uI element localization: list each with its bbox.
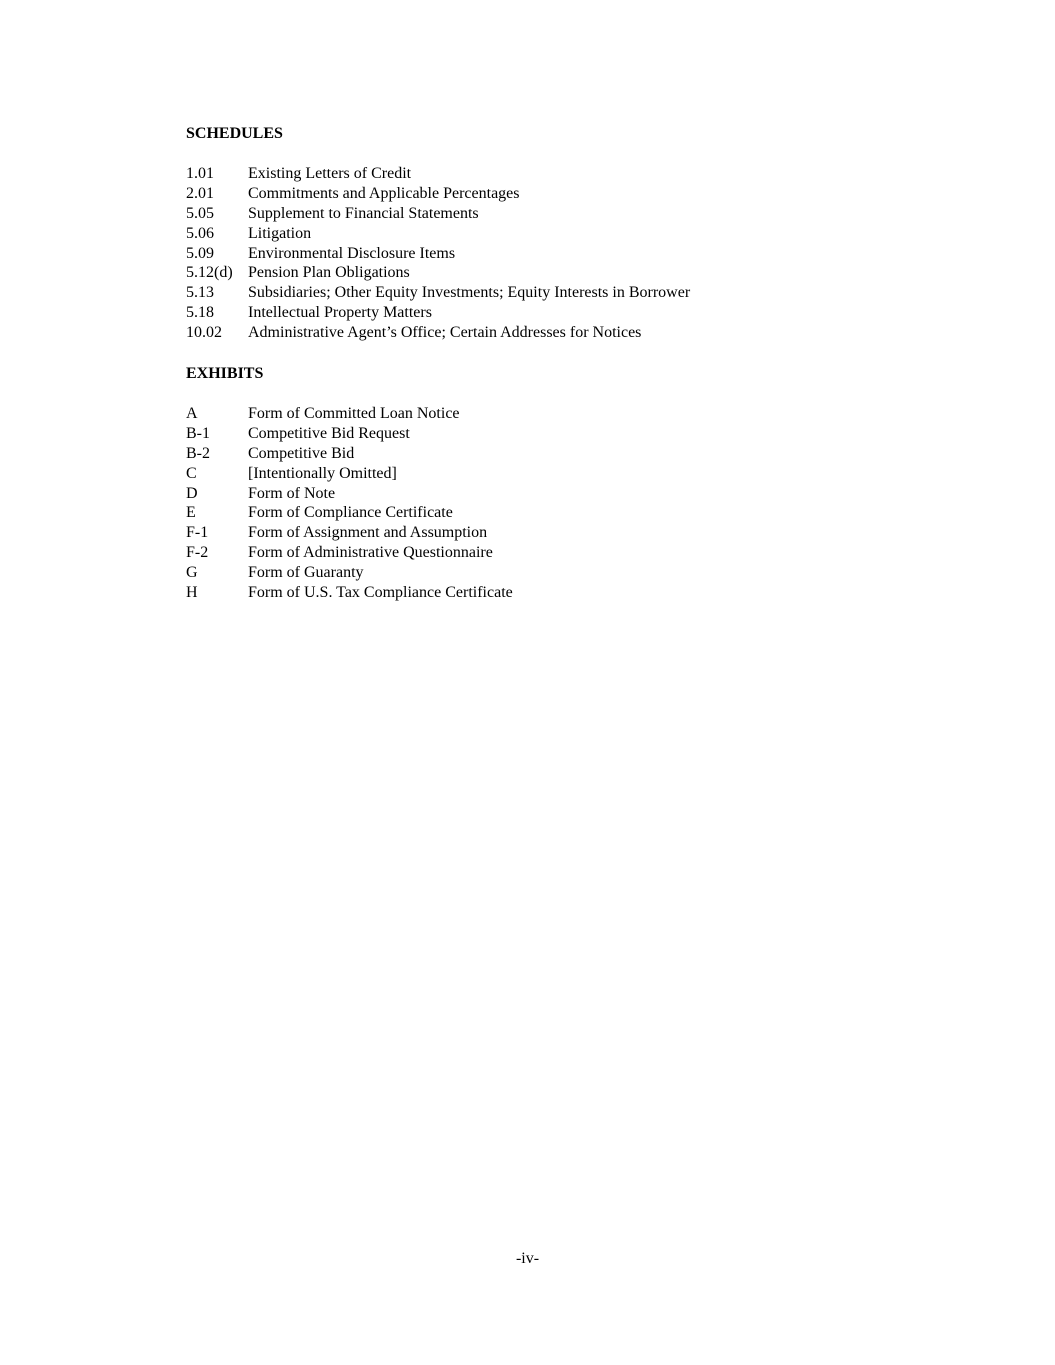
schedules-heading: SCHEDULES: [186, 125, 283, 142]
schedule-item: [186, 303, 690, 323]
exhibit-item: [186, 424, 513, 444]
exhibit-item: [186, 543, 513, 563]
schedule-title: Existing Letters of Credit: [248, 165, 412, 182]
page-number: -iv-: [515, 1250, 540, 1267]
exhibit-item: [186, 523, 513, 543]
schedule-item: [186, 323, 690, 343]
schedule-title: Environmental Disclosure Items: [248, 244, 456, 262]
exhibit-item: [186, 503, 513, 523]
exhibit-title: [Intentionally Omitted]: [248, 464, 397, 482]
schedule-title: Subsidiaries; Other Equity Investments; Equity Interests in Borrower: [248, 284, 691, 302]
exhibit-item: [186, 464, 513, 484]
exhibit-title: Competitive Bid: [248, 444, 355, 462]
exhibit-letter: B-1: [186, 424, 210, 442]
exhibit-title: Form of U.S. Tax Compliance Certificate: [248, 584, 513, 602]
schedule-item: [186, 224, 690, 244]
schedule-number: 2.01: [186, 184, 214, 202]
exhibit-letter: G: [186, 564, 198, 582]
exhibit-title: Form of Administrative Questionnaire: [248, 544, 493, 562]
exhibit-title: Form of Assignment and Assumption: [248, 524, 488, 542]
schedule-number: 5.18: [186, 304, 214, 322]
exhibit-item: [186, 444, 513, 464]
schedule-title: Administrative Agent’s Office; Certain Addresses for Notices: [248, 324, 642, 342]
schedule-item: [186, 204, 690, 224]
exhibit-letter: C: [186, 464, 197, 482]
exhibit-item: [186, 404, 513, 424]
schedule-number: 5.09: [186, 244, 214, 262]
exhibits-list: [186, 404, 513, 603]
exhibits-section: [186, 364, 513, 603]
schedule-number: 10.02: [186, 324, 222, 342]
schedule-number: 1.01: [186, 165, 214, 182]
exhibit-title: Form of Compliance Certificate: [248, 504, 453, 522]
exhibit-letter: H: [186, 584, 198, 602]
schedule-title: Commitments and Applicable Percentages: [248, 184, 520, 202]
schedule-title: Litigation: [248, 224, 312, 242]
schedule-number: 5.06: [186, 224, 214, 242]
exhibit-letter: A: [186, 405, 198, 422]
schedule-number: 5.13: [186, 284, 214, 302]
exhibit-title: Form of Committed Loan Notice: [248, 405, 460, 422]
schedules-section: [186, 124, 690, 343]
exhibit-letter: E: [186, 504, 196, 522]
schedule-item: [186, 283, 690, 303]
exhibit-title: Competitive Bid Request: [248, 424, 410, 442]
exhibit-item: [186, 563, 513, 583]
schedule-item: [186, 263, 690, 283]
exhibit-item: [186, 484, 513, 504]
schedule-title: Supplement to Financial Statements: [248, 204, 479, 222]
exhibit-letter: F-1: [186, 524, 209, 542]
schedule-title: Pension Plan Obligations: [248, 264, 410, 282]
exhibit-item: [186, 583, 513, 603]
exhibit-title: Form of Note: [248, 484, 336, 502]
exhibit-title: Form of Guaranty: [248, 564, 364, 582]
schedule-item: [186, 244, 690, 264]
exhibit-letter: D: [186, 484, 198, 502]
exhibit-letter: B-2: [186, 444, 210, 462]
schedule-title: Intellectual Property Matters: [248, 304, 432, 322]
schedule-number: 5.12(d): [186, 264, 233, 282]
exhibits-heading: EXHIBITS: [186, 365, 264, 382]
exhibit-letter: F-2: [186, 544, 209, 562]
schedules-list: [186, 164, 690, 343]
schedule-number: 5.05: [186, 204, 214, 222]
schedule-item: [186, 164, 690, 184]
schedule-item: [186, 184, 690, 204]
